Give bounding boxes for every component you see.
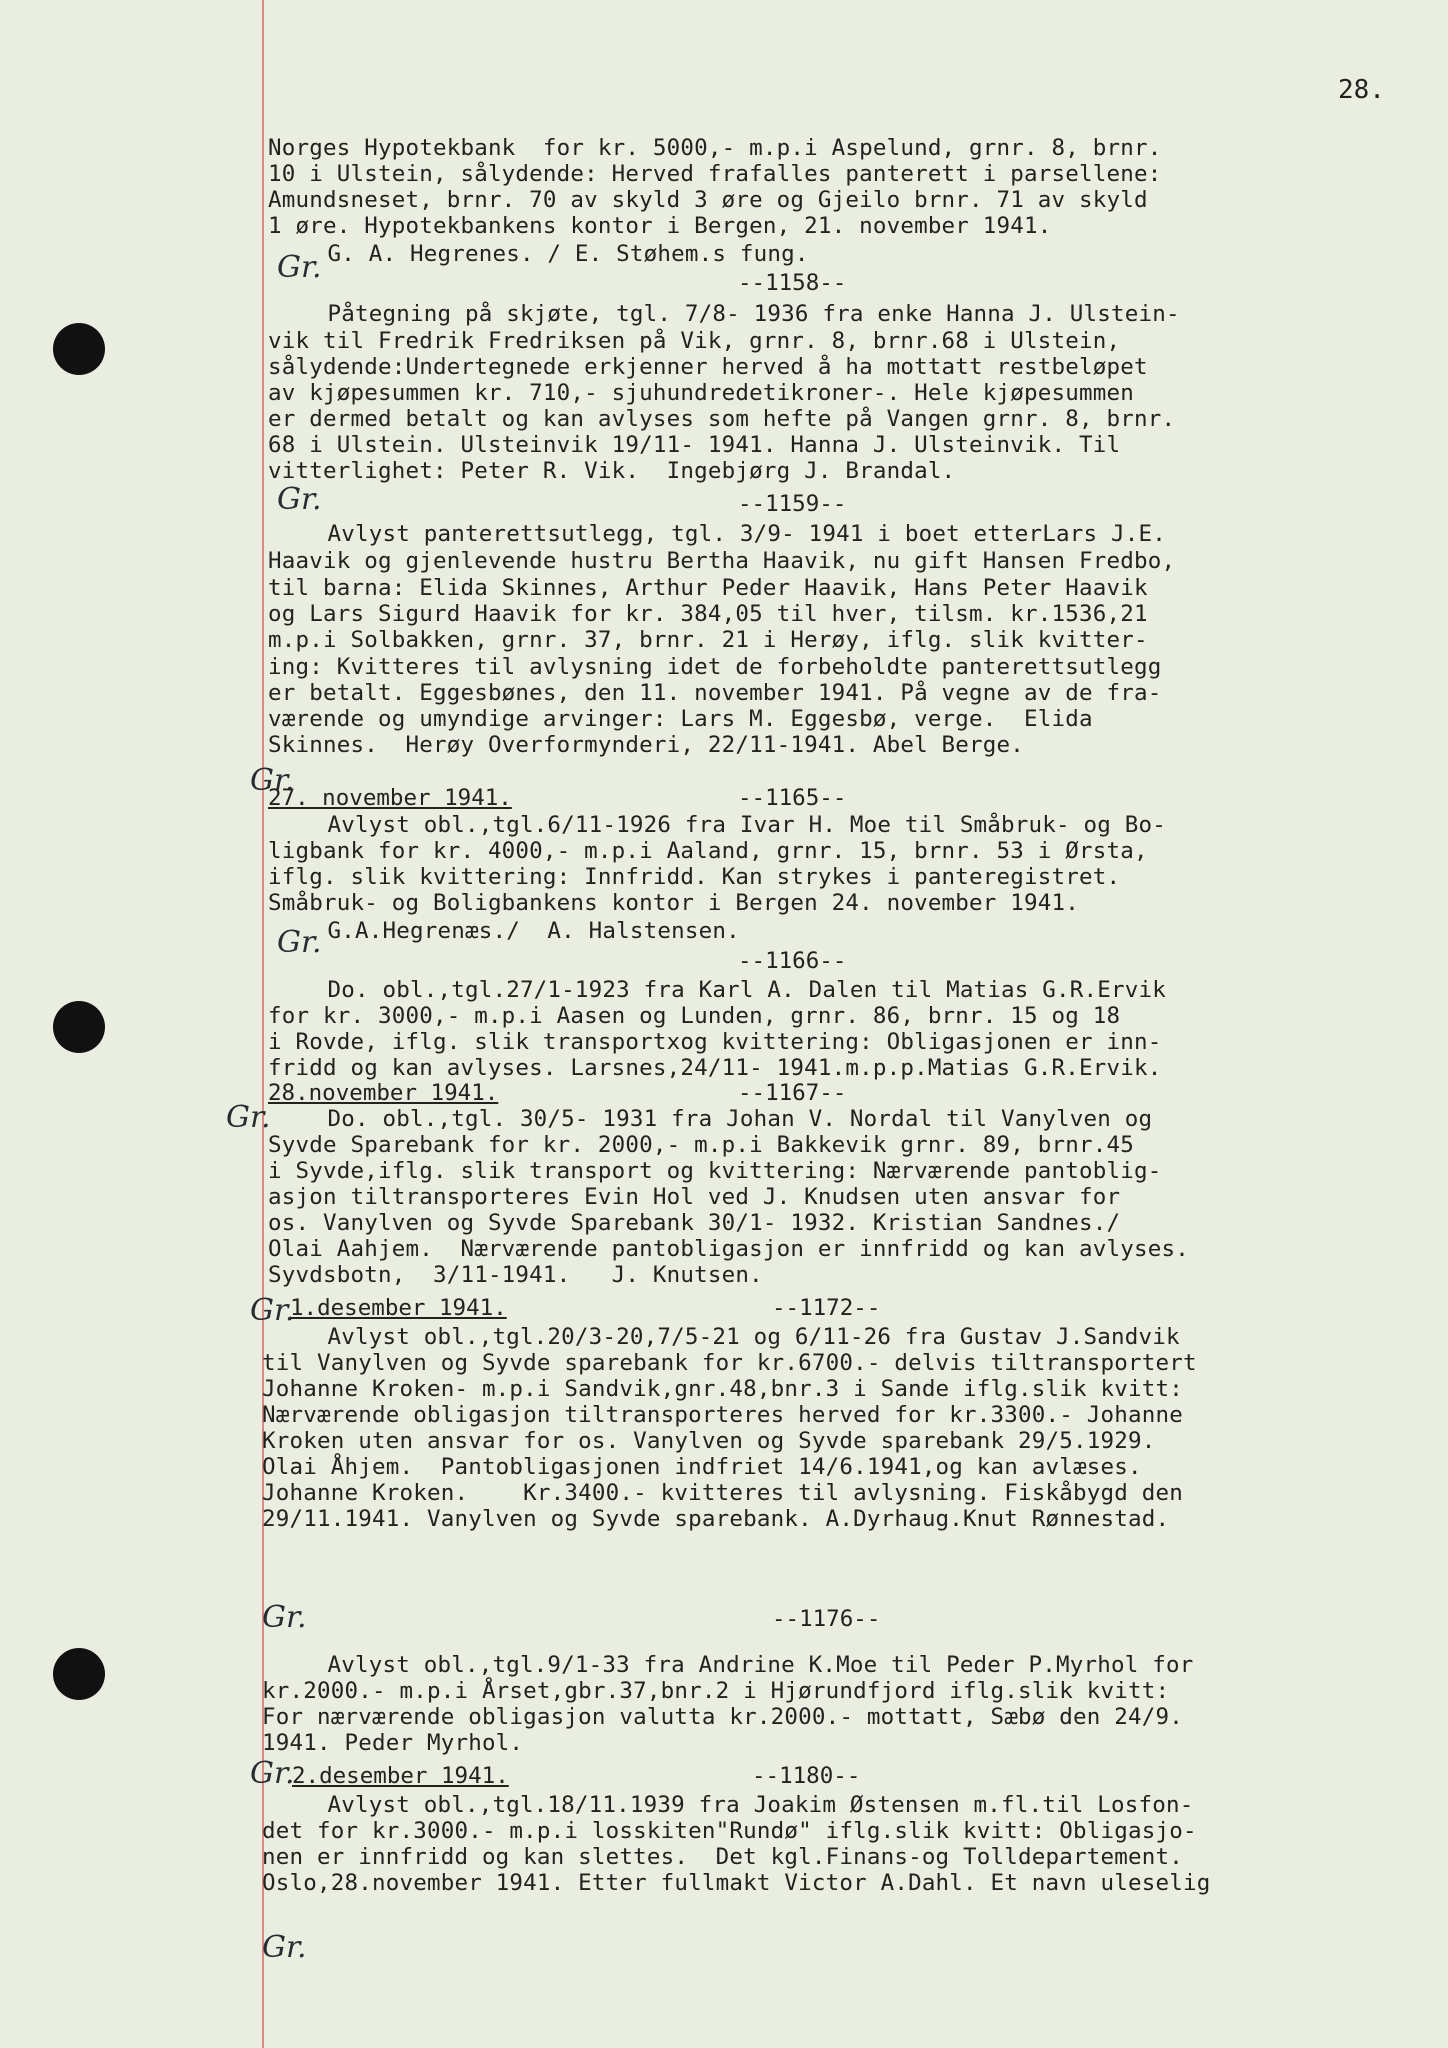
text-line: for kr. 3000,- m.p.i Aasen og Lunden, grnr. 86, brnr. 15 og 18 [268, 1003, 1121, 1029]
entry-date: 2.desember 1941. [292, 1763, 509, 1789]
entry-number: --1176-- [772, 1606, 881, 1632]
text-line: Oslo,28.november 1941. Etter fullmakt Victor A.Dahl. Et navn uleselig [262, 1870, 1211, 1896]
text-line: 29/11.1941. Vanylven og Syvde sparebank. A.Dyrhaug.Knut Rønnestad. [262, 1506, 1170, 1532]
text-line: 10 i Ulstein, sålydende: Herved frafalles panterett i parsellene: [268, 161, 1162, 187]
text-line: ing: Kvitteres til avlysning idet de forbeholdte panterettsutlegg [268, 654, 1162, 680]
text-line: Syvdsbotn, 3/11-1941. J. Knutsen. [268, 1262, 763, 1288]
text-line: Småbruk- og Boligbankens kontor i Bergen 24. november 1941. [268, 890, 1080, 916]
text-line: Johanne Kroken- m.p.i Sandvik,gnr.48,bnr.3 i Sande iflg.slik kvitt: [262, 1376, 1183, 1402]
entry-number: --1172-- [772, 1295, 881, 1321]
text-line: Olai Åhjem. Pantobligasjonen indfriet 14/6.1941,og kan avlæses. [262, 1454, 1142, 1480]
text-line: i Syvde,iflg. slik transport og kvittering: Nærværende pantoblig- [268, 1158, 1162, 1184]
initials-mark: Gr. [262, 1600, 307, 1635]
entry-date: 1.desember 1941. [290, 1295, 507, 1321]
text-line: i Rovde, iflg. slik transportxog kvittering: Obligasjonen er inn- [268, 1029, 1162, 1055]
text-line: 1 øre. Hypotekbankens kontor i Bergen, 21. november 1941. [268, 213, 1052, 239]
entry-number: --1159-- [738, 491, 847, 517]
entry-number: --1167-- [738, 1080, 847, 1106]
entry-number: --1180-- [752, 1763, 861, 1789]
text-line: os. Vanylven og Syvde Sparebank 30/1- 1932. Kristian Sandnes./ [268, 1210, 1121, 1236]
text-line: til barna: Elida Skinnes, Arthur Peder Haavik, Hans Peter Haavik [268, 575, 1148, 601]
text-line: 68 i Ulstein. Ulsteinvik 19/11- 1941. Hanna J. Ulsteinvik. Til [268, 432, 1121, 458]
text-line: Olai Aahjem. Nærværende pantobligasjon er innfridd og kan avlyses. [268, 1236, 1189, 1262]
initials-mark: Gr. [277, 925, 322, 960]
initials-mark: Gr. [226, 1100, 271, 1135]
text-line: Skinnes. Herøy Overformynderi, 22/11-1941. Abel Berge. [268, 732, 1025, 758]
initials-mark: Gr. [250, 1293, 295, 1328]
punch-hole [53, 323, 105, 375]
text-line: Amundsneset, brnr. 70 av skyld 3 øre og Gjeilo brnr. 71 av skyld [268, 187, 1148, 213]
text-line: Do. obl.,tgl. 30/5- 1931 fra Johan V. Nordal til Vanylven og [300, 1106, 1153, 1132]
initials-mark: Gr. [250, 1756, 295, 1791]
text-line: er betalt. Eggesbønes, den 11. november 1941. På vegne av de fra- [268, 680, 1162, 706]
text-line: vitterlighet: Peter R. Vik. Ingebjørg J. Brandal. [268, 458, 956, 484]
text-line: 1941. Peder Myrhol. [262, 1730, 524, 1756]
entry-number: --1165-- [738, 785, 847, 811]
text-line: G. A. Hegrenes. / E. Støhem.s fung. [300, 241, 809, 267]
text-line: m.p.i Solbakken, grnr. 37, brnr. 21 i Herøy, iflg. slik kvitter- [268, 627, 1148, 653]
text-line: Do. obl.,tgl.27/1-1923 fra Karl A. Dalen til Matias G.R.Ervik [300, 977, 1167, 1003]
initials-mark: Gr. [250, 763, 295, 798]
text-line: For nærværende obligasjon valutta kr.2000.- mottatt, Sæbø den 24/9. [262, 1704, 1183, 1730]
text-line: det for kr.3000.- m.p.i losskiten"Rundø" iflg.slik kvitt: Obligasjo- [262, 1818, 1197, 1844]
text-line: er dermed betalt og kan avlyses som hefte på Vangen grnr. 8, brnr. [268, 406, 1176, 432]
text-line: Haavik og gjenlevende hustru Bertha Haavik, nu gift Hansen Fredbo, [268, 548, 1176, 574]
entry-number: --1166-- [738, 948, 847, 974]
text-line: og Lars Sigurd Haavik for kr. 384,05 til hver, tilsm. kr.1536,21 [268, 601, 1148, 627]
entry-number: --1158-- [738, 270, 847, 296]
text-line: kr.2000.- m.p.i Årset,gbr.37,bnr.2 i Hjørundfjord iflg.slik kvitt: [262, 1678, 1170, 1704]
text-line: Nærværende obligasjon tiltransporteres herved for kr.3300.- Johanne [262, 1402, 1183, 1428]
text-line: nen er innfridd og kan slettes. Det kgl.Finans-og Tolldepartement. [262, 1844, 1183, 1870]
text-line: Avlyst obl.,tgl.20/3-20,7/5-21 og 6/11-26 fra Gustav J.Sandvik [300, 1324, 1180, 1350]
initials-mark: Gr. [277, 250, 322, 285]
text-line: ligbank for kr. 4000,- m.p.i Aaland, grnr. 15, brnr. 53 i Ørsta, [268, 838, 1148, 864]
text-line: værende og umyndige arvinger: Lars M. Eggesbø, verge. Elida [268, 706, 1093, 732]
text-line: Avlyst obl.,tgl.18/11.1939 fra Joakim Østensen m.fl.til Losfon- [300, 1792, 1194, 1818]
text-line: Avlyst obl.,tgl.9/1-33 fra Andrine K.Moe til Peder P.Myrhol for [300, 1652, 1194, 1678]
initials-mark: Gr. [277, 482, 322, 517]
text-line: Kroken uten ansvar for os. Vanylven og Syvde sparebank 29/5.1929. [262, 1428, 1156, 1454]
page-number: 28. [1338, 75, 1385, 105]
initials-mark: Gr. [262, 1930, 307, 1965]
text-line: Avlyst panterettsutlegg, tgl. 3/9- 1941 i boet etterLars J.E. [300, 521, 1167, 547]
text-line: Avlyst obl.,tgl.6/11-1926 fra Ivar H. Moe til Småbruk- og Bo- [300, 812, 1167, 838]
text-line: iflg. slik kvittering: Innfridd. Kan strykes i panteregistret. [268, 864, 1121, 890]
punch-hole [53, 1001, 105, 1053]
text-line: Johanne Kroken. Kr.3400.- kvitteres til avlysning. Fiskåbygd den [262, 1480, 1183, 1506]
entry-date: 27. november 1941. [268, 785, 512, 811]
text-line: G.A.Hegrenæs./ A. Halstensen. [300, 918, 740, 944]
text-line: til Vanylven og Syvde sparebank for kr.6700.- delvis tiltransportert [262, 1350, 1197, 1376]
text-line: sålydende:Undertegnede erkjenner herved å ha mottatt restbeløpet [268, 354, 1148, 380]
text-line: Påtegning på skjøte, tgl. 7/8- 1936 fra enke Hanna J. Ulstein- [300, 301, 1180, 327]
text-line: Norges Hypotekbank for kr. 5000,- m.p.i Aspelund, grnr. 8, brnr. [268, 135, 1162, 161]
text-line: fridd og kan avlyses. Larsnes,24/11- 1941.m.p.p.Matias G.R.Ervik. [268, 1055, 1162, 1081]
text-line: vik til Fredrik Fredriksen på Vik, grnr. 8, brnr.68 i Ulstein, [268, 328, 1121, 354]
entry-date: 28.november 1941. [268, 1080, 499, 1106]
text-line: Syvde Sparebank for kr. 2000,- m.p.i Bakkevik grnr. 89, brnr.45 [268, 1132, 1135, 1158]
punch-hole [53, 1648, 105, 1700]
text-line: asjon tiltransporteres Evin Hol ved J. Knudsen uten ansvar for [268, 1184, 1121, 1210]
text-line: av kjøpesummen kr. 710,- sjuhundredetikroner-. Hele kjøpesummen [268, 380, 1135, 406]
